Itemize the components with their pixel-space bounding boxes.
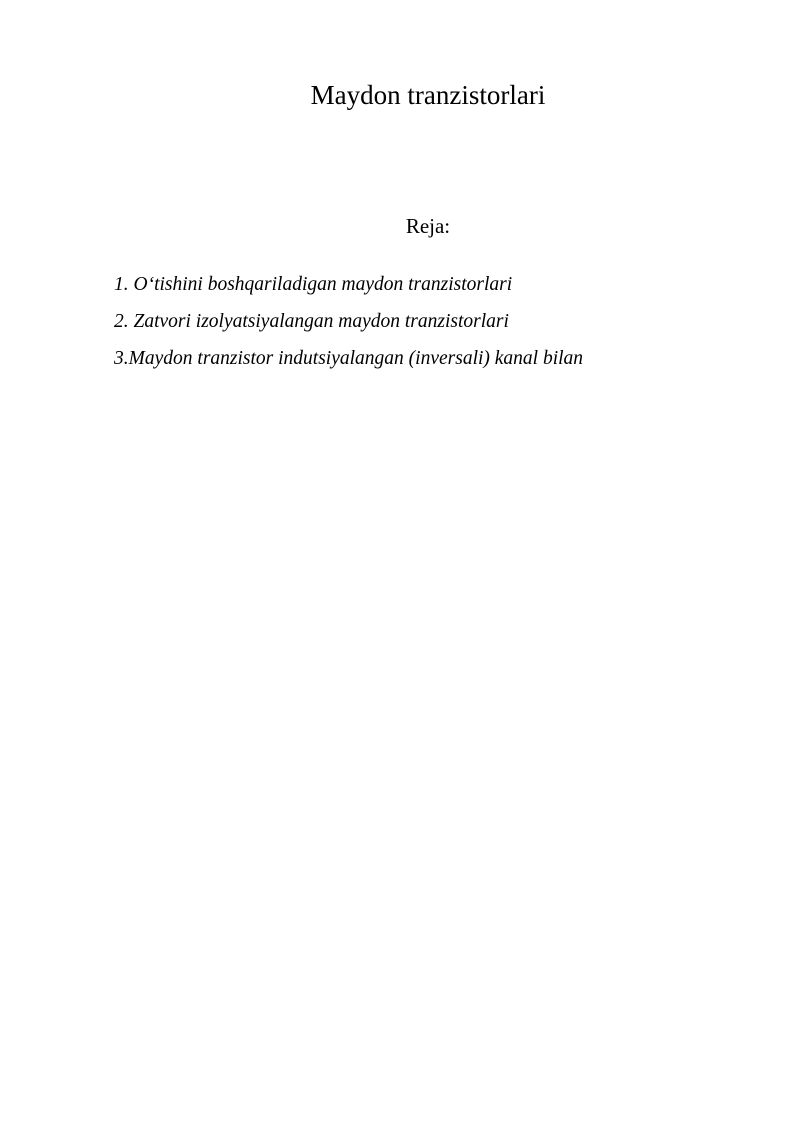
plan-item: 1. O‘tishini boshqariladigan maydon tranzistorlari [114,274,513,295]
document-title: Maydon tranzistorlari [310,80,546,110]
plan-item: 2. Zatvori izolyatsiyalangan maydon tranzistorlari [114,311,509,332]
plan-list [114,266,583,377]
plan-heading: Reja: [405,214,451,238]
plan-item: 3.Maydon tranzistor indutsiyalangan (inversali) kanal bilan [114,348,584,369]
